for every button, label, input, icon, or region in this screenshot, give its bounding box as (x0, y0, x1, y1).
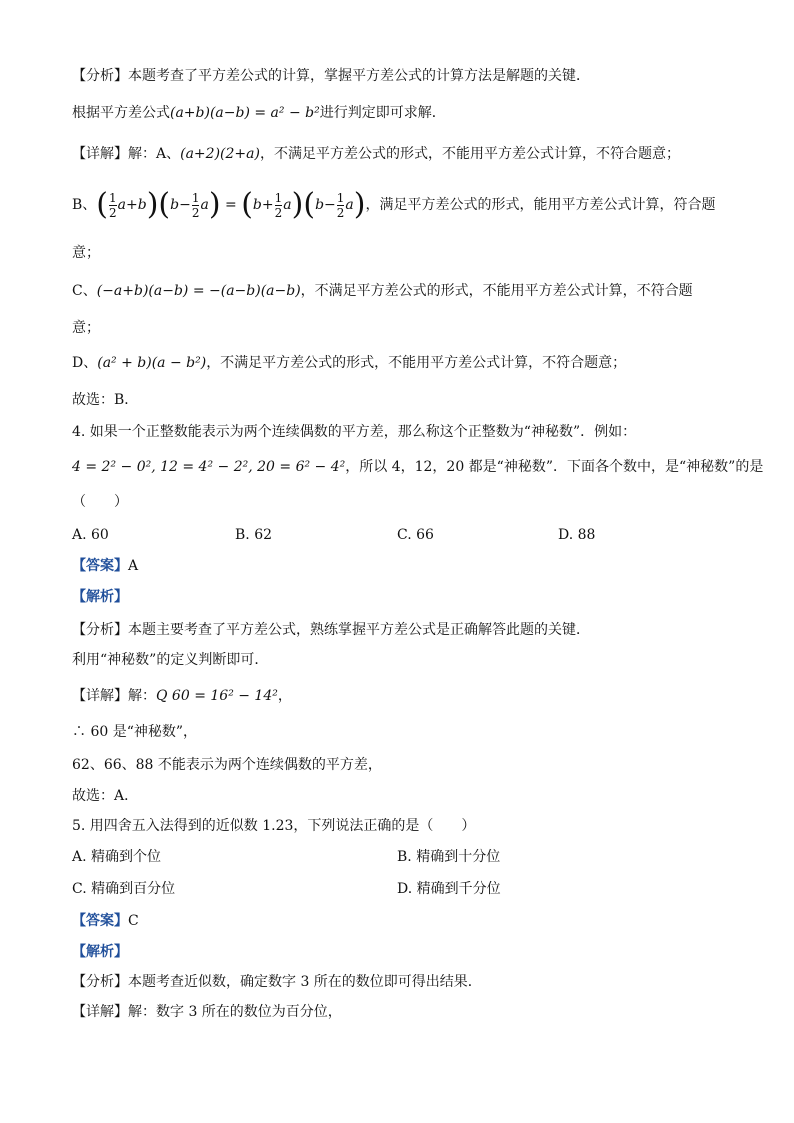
detail-formula: Q 60 = 16² − 14² (156, 688, 278, 704)
q4-method-line (72, 650, 268, 670)
detail-pre: 解： (128, 688, 156, 704)
q4-stem2-formula: 4 = 2² − 0², 12 = 4² − 2², 20 = 6² − 4² (72, 459, 346, 475)
explain-tag: 【解析】 (72, 944, 128, 960)
q4-stem-line3 (72, 492, 128, 512)
q3-option-d-line (72, 353, 626, 373)
q3-choice-text: 故选：B． (72, 392, 139, 408)
q4-option-b: B. 62 (235, 527, 273, 543)
q4-therefore-line (72, 722, 197, 742)
basis-pre: 根据平方差公式 (72, 105, 170, 121)
q5-option-c: C. 精确到百分位 (72, 881, 176, 897)
q4-stem2-post: ，所以 4，12，20 都是“神秘数”．下面各个数中，是“神秘数”的是 (345, 459, 764, 475)
q5-answer-line (72, 911, 139, 931)
c-formula: (−a+b)(a−b) = −(a−b)(a−b) (96, 283, 301, 299)
detail-post: ， (277, 688, 292, 704)
d-label: D、 (72, 355, 98, 371)
detail-text: 解：数字 3 所在的数位为百分位， (128, 1004, 342, 1020)
detail-tag: 【详解】 (72, 688, 128, 704)
q5-detail-line (72, 1002, 342, 1022)
analysis-tag: 【分析】 (72, 622, 128, 638)
d-formula: (a² + b)(a − b²) (97, 355, 207, 371)
d-post: ，不满足平方差公式的形式，不能用平方差公式计算，不符合题意； (206, 355, 627, 371)
basis-formula: (a+b)(a−b) = a² − b² (170, 105, 320, 121)
q3-option-c-line (72, 281, 693, 301)
q3-basis-line (72, 103, 446, 123)
answer-tag: 【答案】 (72, 558, 128, 574)
q4-answer-line (72, 556, 138, 576)
analysis-text: 本题主要考查了平方差公式，熟练掌握平方差公式是正确解答此题的关键． (128, 622, 590, 638)
b-formula: ( $\frac{1}{2}$ a+b)(b− $\frac{1}{2}$ a) = (b+ $\frac{1}{2}$ a)(b− $\frac{1}{2}$ a) (96, 187, 366, 222)
q4-choice: 故选：A． (72, 788, 139, 804)
q4-therefore: ∴ 60 是“神秘数”， (72, 724, 198, 740)
q4-option-a: A. 60 (72, 527, 109, 543)
q5-option-a: A. 精确到个位 (72, 849, 162, 865)
q4-option-d: D. 88 (558, 527, 596, 543)
detail-tag: 【详解】 (72, 146, 128, 162)
q5-option-b: B. 精确到十分位 (397, 849, 501, 865)
q4-others: 62、66、88 不能表示为两个连续偶数的平方差， (72, 757, 382, 773)
b-cont: 意； (72, 245, 100, 261)
q4-analysis-line (72, 620, 590, 640)
q4-stem-line1 (72, 422, 636, 442)
q4-method: 利用“神秘数”的定义判断即可． (72, 652, 269, 668)
q3-option-c-cont (72, 318, 100, 338)
q5-stem-line (72, 816, 475, 836)
detail-a-formula: (a+2)(2+a) (180, 146, 260, 162)
c-cont: 意； (72, 320, 100, 336)
detail-a-post: ，不满足平方差公式的形式，不能用平方差公式计算，不符合题意； (259, 146, 680, 162)
q3-analysis-line (72, 66, 590, 86)
q4-detail-line (72, 686, 292, 706)
q4-stem1: 4. 如果一个正整数能表示为两个连续偶数的平方差，那么称这个正整数为“神秘数”．例如： (72, 424, 637, 440)
q3-detail-line (72, 144, 680, 164)
q3-option-b-cont (72, 243, 100, 263)
analysis-text: 本题考查近似数，确定数字 3 所在的数位即可得出结果． (128, 974, 482, 990)
q4-option-c: C. 66 (397, 527, 434, 543)
q5-stem: 5. 用四舍五入法得到的近似数 1.23，下列说法正确的是（ ） (72, 818, 476, 834)
q3-option-b-line (72, 188, 715, 222)
q3-choice (72, 390, 138, 410)
answer-value: C (128, 913, 139, 929)
b-post: ，满足平方差公式的形式，能用平方差公式计算，符合题 (365, 197, 716, 213)
q4-choice-line (72, 786, 138, 806)
q5-analysis-line (72, 972, 482, 992)
q5-option-d: D. 精确到千分位 (397, 881, 501, 897)
answer-tag: 【答案】 (72, 913, 128, 929)
c-post: ，不满足平方差公式的形式，不能用平方差公式计算，不符合题 (300, 283, 693, 299)
analysis-tag: 【分析】 (72, 68, 128, 84)
c-label: C、 (72, 283, 97, 299)
detail-tag: 【详解】 (72, 1004, 128, 1020)
b-label: B、 (72, 197, 97, 213)
explain-tag: 【解析】 (72, 589, 128, 605)
analysis-tag: 【分析】 (72, 974, 128, 990)
q5-explain-line (72, 942, 128, 962)
q4-others-line (72, 755, 382, 775)
q4-explain-line (72, 587, 128, 607)
q4-stem-line2 (72, 457, 763, 477)
basis-post: 进行判定即可求解． (319, 105, 446, 121)
detail-a-pre: 解：A、 (128, 146, 181, 162)
analysis-text: 本题考查了平方差公式的计算，掌握平方差公式的计算方法是解题的关键． (128, 68, 590, 84)
q4-stem3: （ ） (72, 494, 128, 510)
answer-value: A (128, 558, 139, 574)
